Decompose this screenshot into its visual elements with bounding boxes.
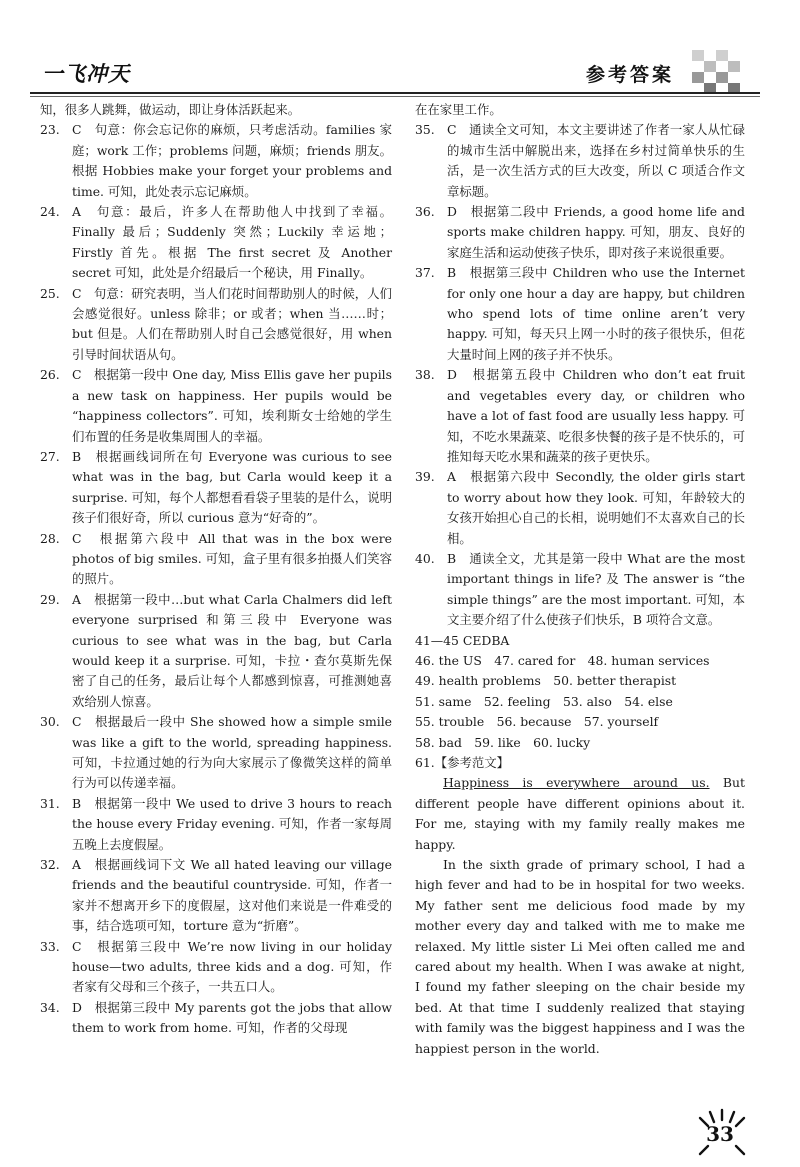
answer-item bbox=[40, 284, 392, 366]
answer-number: 30. bbox=[40, 714, 60, 730]
answer-item bbox=[40, 202, 392, 284]
essay-opening bbox=[415, 773, 745, 855]
answer-explanation: B 根据第三段中 Children who use the Internet for only one hour a day are happy, but children who spend lots of time online aren’t very happy. 可知，每天只上网一小时的孩子很快乐，但花大量时间上网的孩子并不快乐。 bbox=[447, 265, 745, 362]
answer-explanation: D 根据第三段中 My parents got the jobs that allow them to work from home. 可知，作者的父母现 bbox=[72, 999, 392, 1036]
answer-list-left bbox=[40, 120, 392, 1038]
answer-line: 58. bad 59. like 60. lucky bbox=[415, 734, 591, 750]
essay-topic-sentence: Happiness is everywhere around us. bbox=[443, 775, 710, 791]
answer-explanation: B 根据画线词所在句 Everyone was curious to see what was in the bag, but Carla would keep it a surprise. 可知，每个人都想看看袋子里装的是什么，说明孩子们很好奇，所以 curious 意为“好奇的”。 bbox=[72, 448, 392, 526]
answer-number: 36. bbox=[415, 204, 435, 220]
answer-item bbox=[40, 855, 392, 937]
answer-explanation: B 通读全文，尤其是第一段中 What are the most important things in life? 及 The answer is “the simple things” are the most important. 可知，本文主要介绍了什么使孩子们快乐，B 项符合文意。 bbox=[447, 550, 745, 628]
answer-number: 23. bbox=[40, 122, 60, 138]
answer-number: 34. bbox=[40, 999, 60, 1015]
essay-opening-rest: But different people have different opinions about it. For me, staying with my family really makes me happy. bbox=[415, 775, 745, 852]
answer-item bbox=[40, 712, 392, 794]
header-rule-thin bbox=[30, 96, 760, 97]
answer-explanation: D 根据第五段中 Children who don’t eat fruit and vegetables every day, or children who have a lot of fast food are usually less happy. 可知，不吃水果蔬菜、吃很多快餐的孩子是不快乐的，可推知每天吃水果和蔬菜的孩子更快乐。 bbox=[447, 367, 745, 464]
answer-explanation: C 句意：你会忘记你的麻烦，只考虑活动。families 家庭；work 工作；problems 问题，麻烦；friends 朋友。根据 Hobbies make your forget your problems and time. 可知，此处表示忘记麻烦。 bbox=[72, 122, 392, 199]
answer-item bbox=[40, 937, 392, 998]
short-answer-list bbox=[415, 631, 745, 753]
essay-body: In the sixth grade of primary school, I had a high fever and had to be in hospital for two weeks. My father sent me delicious food made by my mother every day and talked with me to make me relaxed. My little sister Li Mei often called me and cared about my health. When I was awake at night, I found my father sleeping on the chair beside my bed. At that time I suddenly realized that staying with family was the biggest happiness and I was the happiest person in the world. bbox=[415, 857, 745, 1056]
answer-explanation: C 句意：研究表明，当人们花时间帮助别人的时候，人们会感觉很好。unless 除非；or 或者；when 当……时；but 但是。人们在帮助别人时自己会感觉很好，用 when 引导时间状语从句。 bbox=[72, 285, 392, 362]
answer-number: 35. bbox=[415, 122, 435, 138]
answer-item bbox=[40, 447, 392, 529]
left-column bbox=[40, 100, 392, 1039]
answer-explanation: A 句意：最后，许多人在帮助他人中找到了幸福。Finally 最后；Suddenly 突然；Luckily 幸运地；Firstly 首先。根据 The first secret 及 Another secret 可知，此处是介绍最后一个秘诀，用 Finally。 bbox=[72, 204, 392, 281]
answer-line: 49. health problems 50. better therapist bbox=[415, 673, 677, 689]
checker-decoration-icon bbox=[692, 50, 740, 94]
answer-explanation: C 根据第三段中 We’re now living in our holiday house—two adults, three kids and a dog. 可知，作者家有父母和三个孩子，一共五口人。 bbox=[72, 938, 392, 995]
answer-explanation: D 根据第二段中 Friends, a good home life and sports make children happy. 可知，朋友、良好的家庭生活和运动使孩子快乐，即对孩子来说很重要。 bbox=[447, 204, 745, 260]
answer-explanation: A 根据第一段中…but what Carla Chalmers did left everyone surprised 和第三段中 Everyone was curious to see what was in the bag, but Carla would keep it a surprise. 可知，卡拉・查尔莫斯先保密了自己的任务，最后让每个人都感到惊喜，可推测她喜欢给别人惊喜。 bbox=[72, 591, 392, 709]
answer-explanation: C 根据第六段中 All that was in the box were photos of big smiles. 可知，盒子里有很多拍摄人们笑容的照片。 bbox=[72, 530, 392, 587]
answer-number: 28. bbox=[40, 530, 60, 546]
answer-item bbox=[415, 549, 745, 631]
answer-item bbox=[40, 120, 392, 202]
section-title: 参考答案 bbox=[586, 64, 675, 86]
answer-line: 51. same 52. feeling 53. also 54. else bbox=[415, 693, 673, 709]
answer-line: 55. trouble 56. because 57. yourself bbox=[415, 714, 659, 730]
continued-text: 在在家里工作。 bbox=[415, 102, 502, 117]
answer-number: 39. bbox=[415, 469, 435, 485]
answer-number: 40. bbox=[415, 550, 435, 566]
answer-item bbox=[40, 794, 392, 855]
answer-item bbox=[415, 202, 745, 263]
answer-item bbox=[40, 365, 392, 447]
answer-explanation: C 根据最后一段中 She showed how a simple smile was like a gift to the world, spreading happiness. 可知，卡拉通过她的行为向大家展示了像微笑这样的简单行为可以传递幸福。 bbox=[72, 714, 392, 791]
answer-number: 25. bbox=[40, 285, 60, 301]
header-rule bbox=[30, 92, 760, 94]
page-number: 33 bbox=[706, 1122, 734, 1146]
answer-number: 38. bbox=[415, 367, 435, 383]
answer-item bbox=[415, 263, 745, 365]
answer-number: 24. bbox=[40, 204, 60, 220]
answer-explanation: A 根据第六段中 Secondly, the older girls start to worry about how they look. 可知，年龄较大的女孩开始担心自己的长相，说明她们不太喜欢自己的长相。 bbox=[447, 469, 745, 546]
answer-explanation: B 根据第一段中 We used to drive 3 hours to reach the house every Friday evening. 可知，作者一家每周五晚上去度假屋。 bbox=[72, 795, 392, 852]
answer-item bbox=[415, 120, 745, 202]
answer-number: 37. bbox=[415, 265, 435, 281]
answer-item bbox=[415, 365, 745, 467]
answer-number: 29. bbox=[40, 591, 60, 607]
page-header bbox=[0, 0, 800, 100]
answer-number: 26. bbox=[40, 367, 60, 383]
answer-line: 46. the US 47. cared for 48. human services bbox=[415, 652, 710, 668]
answer-explanation: C 根据第一段中 One day, Miss Ellis gave her pupils a new task on happiness. Her pupils would be “happiness collectors”. 可知，埃利斯女士给她的学生们布置的任务是收集周围人的幸福。 bbox=[72, 367, 392, 444]
answer-item bbox=[40, 998, 392, 1039]
answer-number: 32. bbox=[40, 857, 60, 873]
answer-number: 31. bbox=[40, 795, 60, 811]
answer-number: 33. bbox=[40, 938, 60, 954]
answer-item bbox=[415, 467, 745, 549]
answer-list-right bbox=[415, 120, 745, 630]
answer-explanation: A 根据画线词下文 We all hated leaving our village friends and the beautiful countryside. 可知，作者一家并不想离开乡下的度假屋，这对他们来说是一件难受的事，结合选项可知，torture 意为“折磨”。 bbox=[72, 857, 392, 934]
right-column bbox=[415, 100, 745, 1059]
answer-explanation: C 通读全文可知，本文主要讲述了作者一家人从忙碌的城市生活中解脱出来，选择在乡村过简单快乐的生活，是一次生活方式的巨大改变，所以 C 项适合作文章标题。 bbox=[447, 122, 745, 199]
brand-logo-text: 一飞冲天 bbox=[42, 62, 130, 86]
answer-line: 41—45 CEDBA bbox=[415, 632, 510, 648]
essay-label: 61.【参考范文】 bbox=[415, 755, 510, 770]
answer-item bbox=[40, 529, 392, 590]
continued-text: 知，很多人跳舞，做运动，即让身体活跃起来。 bbox=[40, 102, 301, 117]
answer-item bbox=[40, 590, 392, 712]
answer-number: 27. bbox=[40, 448, 60, 464]
